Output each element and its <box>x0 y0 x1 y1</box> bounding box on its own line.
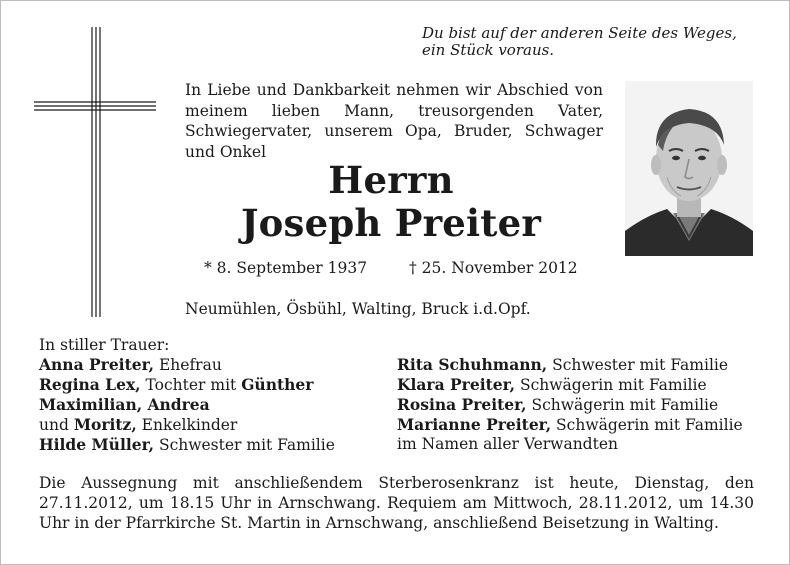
mourner-name: Klara Preiter, <box>397 375 516 394</box>
mourner-relation: und <box>39 416 74 434</box>
farewell-text: In Liebe und Dankbarkeit nehmen wir Abschied von meinem lieben Mann, treusorgenden Vater, Schwiegervater, unserem Opa, Bruder, Schwager und Onkel <box>185 81 603 161</box>
mourner-line <box>39 395 379 415</box>
mourner-line <box>397 375 767 395</box>
cross-icon <box>34 27 156 317</box>
mourner-name: Rita Schuhmann, <box>397 355 548 374</box>
mourner-name: Regina Lex, <box>39 375 141 394</box>
motto-line-1: Du bist auf der anderen Seite des Weges, <box>422 24 737 42</box>
mourner-relation: Schwägerin mit Familie <box>515 376 707 394</box>
portrait-photo <box>625 81 753 256</box>
deceased-prefix: Herrn <box>328 158 454 202</box>
mourner-relation: Schwägerin mit Familie <box>551 416 743 434</box>
mourner-relation: Schwester mit Familie <box>547 356 729 374</box>
mourner-name: Anna Preiter, <box>39 355 155 374</box>
mourner-name: Moritz, <box>73 415 137 434</box>
mourner-line <box>397 355 767 375</box>
mourners-heading: In stiller Trauer: <box>39 336 170 354</box>
mourner-line <box>39 435 379 455</box>
mourner-line <box>397 395 767 415</box>
mourners-right-column <box>397 355 767 454</box>
mourner-relation: Schwägerin mit Familie <box>526 396 719 414</box>
birth-date: * 8. September 1937 <box>204 259 368 277</box>
mourner-relation: Schwester mit Familie <box>154 436 335 454</box>
motto-quote <box>422 25 752 59</box>
motto-line-2: ein Stück voraus. <box>422 41 555 59</box>
mourner-line <box>39 355 379 375</box>
mourner-relation: im Namen aller Verwandten <box>397 435 618 453</box>
mourner-name: Marianne Preiter, <box>397 415 552 434</box>
mourner-line <box>397 435 767 454</box>
mourner-name: Maximilian, Andrea <box>39 395 210 414</box>
mourners-left-column <box>39 355 379 455</box>
mourner-relation: Ehefrau <box>154 356 222 374</box>
mourner-relation: Tochter mit <box>140 376 242 394</box>
mourner-line <box>39 415 379 435</box>
mourner-relation: Enkelkinder <box>136 416 238 434</box>
places-line: Neumühlen, Ösbühl, Walting, Bruck i.d.Opf. <box>185 300 531 318</box>
mourner-name: Rosina Preiter, <box>397 395 527 414</box>
mourner-line <box>397 415 767 435</box>
death-date: † 25. November 2012 <box>409 259 578 277</box>
mourner-line <box>39 375 379 395</box>
mourner-name: Günther <box>241 375 314 394</box>
deceased-name: Joseph Preiter <box>240 201 542 245</box>
mourner-name: Hilde Müller, <box>39 435 155 454</box>
funeral-details: Die Aussegnung mit anschließendem Sterberosenkranz ist heute, Dienstag, den 27.11.2012, um 18.15 Uhr in Arnschwang. Requiem am Mittwoch, 28.11.2012, um 14.30 Uhr in der Pfarrkirche St. Martin in Arnschwang, anschließend Beisetzung in Walting. <box>39 474 754 532</box>
